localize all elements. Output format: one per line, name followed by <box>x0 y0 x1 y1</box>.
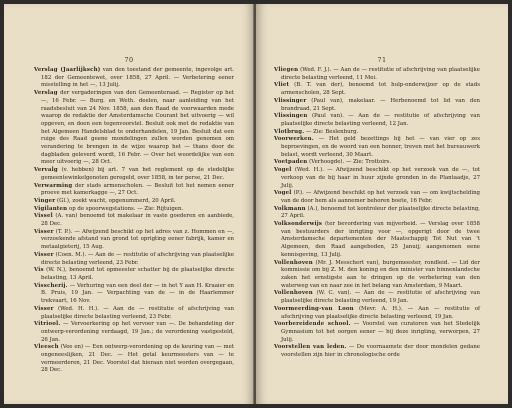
index-entry <box>274 190 480 205</box>
entry-text: (Wed. F. J.). — Aan de — restitutie of afschrijving van plaatselijke directe belasting verleend, 11 Mei. <box>281 67 480 81</box>
entry-text: (Verhoogde). — Zie: Trottoirs. <box>309 159 392 166</box>
entry-text: (B. T. van der), benoemd tot hulp-onderwijzer op de stads armenscholen, 28 Sept. <box>281 82 480 97</box>
left-page-body <box>34 67 234 375</box>
entry-text: (ter bevordering van mijverheid. — Verslag over 1858 van bestuurders der inrigting voor —, opgerigt door de twee Amsterdamsche departementen der Maatschappij Tot Nut van 't Algemeen, den Raad aangeboden, 25 Januij; aangenomen eene kennisgeving, 13 Julij. <box>281 221 480 258</box>
entry-head: Voetpaden <box>274 159 308 166</box>
index-entry <box>34 213 234 228</box>
entry-head: Visser <box>34 228 54 235</box>
entry-text: (Vee en) — Een ontwerp-verordening op de keuring van — met ongeneeslijken, 21 Dec. — Het getal keurmeesters van — te vermeerderen, 21 Dec. Voorstel dat hieraan niet worden overgegaan, 28 Dec. <box>41 344 234 374</box>
index-entry <box>34 229 234 252</box>
index-entry <box>274 136 480 159</box>
index-entry <box>274 113 480 128</box>
entry-head: Visser <box>34 305 54 312</box>
index-entry <box>34 167 234 182</box>
entry-text: — Het geld bezettings bij het — van vier op zes beproevingen, en de woord van een honner, treven met het bureauwerk belast, wordt verleend, 30 Maart. <box>281 136 480 158</box>
entry-text: — Zie: Beslenburg. <box>306 128 359 135</box>
index-entry <box>274 306 480 321</box>
entry-text: (Paul van). — Aan de — restitutie of afschrijving van plaatselijke directe belasting verleend, 12 Jan. <box>281 113 480 127</box>
index-entry <box>274 67 480 82</box>
entry-text: (v. hebben) bij art. 7 van het reglement op de stedelijke gemeentewinkelgenoten geregeld, over 1858, in ter perse, 21 Dec. <box>41 167 234 181</box>
entry-text: — Voorstel van curatoren van het Stedelijk Gymnasium tot het oorgen eener — bij deze inrigting, verworpen, 27 Julij. <box>281 321 480 343</box>
page-number-left: 70 <box>124 56 134 64</box>
index-entry <box>34 198 234 206</box>
index-entry <box>274 159 480 167</box>
entry-head: Vlissingen <box>274 113 308 120</box>
index-entry <box>34 283 234 306</box>
index-entry <box>274 82 480 97</box>
entry-head: Verwarming <box>34 182 73 189</box>
entry-text: (Coen. M.). — Aan de — restitutie of afschrijving van plaatselijke directe belasting verleend, 23 Febr. <box>41 251 234 266</box>
index-entry <box>274 290 480 305</box>
index-entry <box>34 252 234 267</box>
entry-text: (Gl.), zoekt wacht, opgenummerd, 20 April. <box>57 197 176 204</box>
entry-head: Vervalg <box>34 167 58 174</box>
entry-head: Visser <box>34 251 54 258</box>
entry-head: Vlissinger <box>274 97 307 104</box>
entry-head: Vliet <box>274 82 290 89</box>
entry-text: (Mevr. A. H.). — Aan — restitutie of afschrijving van plaatselijke directe belasting verleend, 19 Jan. <box>281 305 481 320</box>
entry-head: Voorstellen van leden. <box>274 344 347 351</box>
right-page <box>256 4 508 404</box>
entry-head: Voorbereidende school. <box>274 321 351 328</box>
entry-head: Voorwerken. <box>274 136 314 143</box>
entry-text: (Wed. H. H.). — Aan de — restitutie of afschrijving van plaatselijke directe belasting verleend, 23 Febr. <box>41 305 234 320</box>
index-entry <box>34 267 234 282</box>
index-entry <box>274 221 480 260</box>
index-entry <box>274 129 480 137</box>
entry-text: (Wed. H.). — Afwijzend beschikt op het verzoek van de —, tot verkoop van de bij haar in huur zijnde gronden in de Plantaadje, 27 Julij. <box>281 167 480 189</box>
entry-head: Verslag <box>34 90 58 97</box>
entry-text: (T. P.). — Afwijzend beschikt op het adres van z. Hommen en —, verzoekende afstand van grond tot oprigting eener fabrijk, kamer en metaalgieterij, 15 Aug. <box>41 228 234 251</box>
entry-head: Vliegen <box>274 67 299 73</box>
index-entry <box>34 344 234 375</box>
index-entry <box>274 321 480 344</box>
entry-head: Voormeerding-van Loon <box>274 305 354 312</box>
entry-head: Vinger <box>34 197 56 204</box>
index-entry <box>34 306 234 321</box>
entry-text: op de spoorwegstations. — Zie: Rijtuigen. <box>68 205 184 212</box>
entry-text: (P.). — Afwijzend beschikt op het verzoek van — om kwijtschelding van de door hem als aannemer behoren boete, 16 Febr. <box>281 190 480 204</box>
page-number-right: 71 <box>377 56 387 64</box>
index-entry <box>34 183 234 198</box>
entry-text: der stads armenscholen. — Besluit tot het nemen eener proeve met kamerkagge —, 27 Oct. <box>41 182 234 197</box>
entry-text: — De voornaamste der door mondelen gedane voorstellen zijn hier in chronologische orde <box>281 344 480 359</box>
entry-text: — Verhuring van een deel der — in het Y aan H. Kraaier en B. Pruis, 19 Jan. — Verpachting van de — in de Haarlemmer trekvaart, 16 Nov. <box>41 282 234 305</box>
index-entry <box>274 206 480 221</box>
entry-head: Vogel <box>274 190 292 197</box>
index-entry <box>274 260 480 291</box>
left-page <box>4 4 255 404</box>
entry-text: (W. N.), benoemd tot opmeester schatter bij de plaatselijke directe belasting, 13 April. <box>41 267 234 281</box>
entry-text: (Mr. J. Messchert van), burgemeester, rondleid. — Lid der kommissie om bij Z. M. den koning en den minister van binnenlandsche zaken het ernstigste aan te dringen op de verbetering van den waterweg van en naar zee in het belang van Amsterdam, 9 Maart. <box>281 259 481 289</box>
right-page-body <box>274 67 480 360</box>
entry-head: Volkmann <box>274 205 306 212</box>
entry-text: (A.), benoemd tot kontroleur der plaatselijke directe belasting, 27 April. <box>281 205 480 220</box>
entry-head: Vigilanten <box>34 205 68 212</box>
index-entry <box>274 167 480 190</box>
entry-head: Vleesch <box>34 344 59 351</box>
entry-head: Vlotbrug. <box>274 128 305 135</box>
entry-text: (Paul van), makelaar. — Herbenoemd tot lid van den brandraad, 21 Sept. <box>281 97 480 112</box>
entry-text: (A. van) benoemd tot makelaar in vaste goederen en aanbiede, 28 Dec. <box>41 213 234 228</box>
entry-head: Vogel <box>274 167 292 174</box>
index-entry <box>34 67 234 90</box>
entry-head: Vollenhoven <box>274 259 313 266</box>
index-entry <box>274 344 480 359</box>
entry-text: van den toestand der gemeente, ingevolge art. 182 der Gemeentewet, over 1858, 27 April. — Verbetering eener misstelling in het —, 13 Julij. <box>41 67 235 89</box>
entry-head: Vissel <box>34 213 53 220</box>
entry-head: Volksonderwijs <box>274 221 323 228</box>
entry-text: der vergaderingen van den Gemeenteraad. — Register op het —, 16 Febr. — Burg. en Weth. deelen, naar aanleiding van het raadsbesluit van 24 Nov. 1858, aan den Raad de voorwaarden mede waarop de redaktie der Amsterdamsche Courant het uitvoerig — wil opgeven, en doen een tegenvoorstel. Besluit ook met de redaktie van het Algemeen Handelsblad te onderhandelen, 19 Jan. Besluit dat een ruige des Raad geene mondelingen zullen worden genomen om verandering te brengen in de wijze waarop het — thans door de dagbladen geleverd wordt, 16 Febr. — Over het woordelijke van een meer uitvoerig —, 28 Oct. <box>41 90 234 166</box>
entry-head: Vollenhoven <box>274 290 313 297</box>
entry-text: — Vervoerkering op het vervoer van —. De behandeling der ontwerp-verordening verdaagd, 19 Jan.; de verordening vastgesteld, 26 Jan. <box>41 321 234 343</box>
entry-head: Visscherij. <box>34 282 68 289</box>
entry-text: (W. C. van). — Aan de — restitutie of afschrijving van plaatselijke directe belasting verleend, 19 Jan. <box>281 290 480 305</box>
entry-head: Vis <box>34 267 44 274</box>
entry-head: Vitriool. <box>34 321 61 328</box>
index-entry <box>34 321 234 344</box>
index-entry <box>274 98 480 113</box>
index-entry <box>34 90 234 167</box>
entry-head: Verslag (Jaarlijksch) <box>34 67 101 73</box>
